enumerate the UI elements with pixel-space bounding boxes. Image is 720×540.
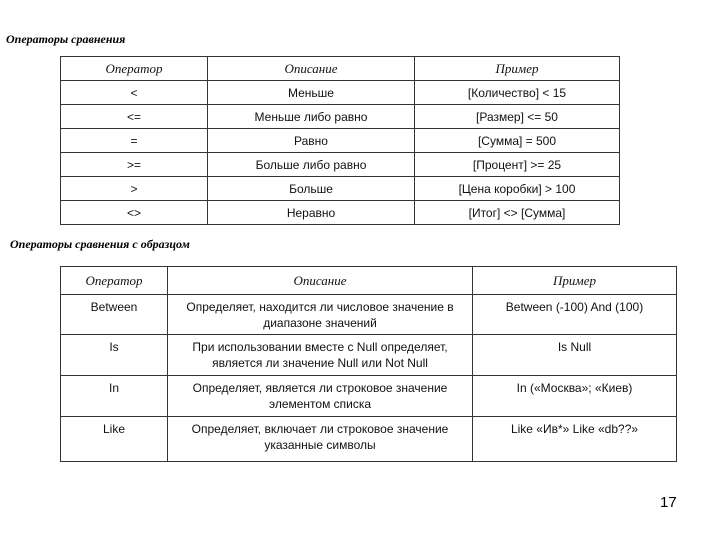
description-cell: Меньше bbox=[208, 81, 415, 105]
description-cell: При использовании вместе с Null определяет, является ли значение Null или Not Null bbox=[168, 335, 473, 376]
table-row bbox=[61, 201, 620, 225]
example-cell: Like «Ив*» Like «db??» bbox=[473, 417, 677, 462]
page-number: 17 bbox=[660, 494, 677, 511]
table-row bbox=[61, 129, 620, 153]
description-cell: Определяет, включает ли строковое значение указанные символы bbox=[168, 417, 473, 462]
table-row bbox=[61, 335, 677, 376]
operator-cell: >= bbox=[61, 153, 208, 177]
table-row bbox=[61, 376, 677, 417]
column-header-operator: Оператор bbox=[61, 57, 208, 81]
example-cell: [Итог] <> [Сумма] bbox=[415, 201, 620, 225]
operator-cell: Is bbox=[61, 335, 168, 376]
example-cell: Is Null bbox=[473, 335, 677, 376]
operator-cell: Like bbox=[61, 417, 168, 462]
example-cell: [Цена коробки] > 100 bbox=[415, 177, 620, 201]
example-cell: Between (-100) And (100) bbox=[473, 295, 677, 335]
description-cell: Неравно bbox=[208, 201, 415, 225]
operator-cell: = bbox=[61, 129, 208, 153]
operator-cell: Between bbox=[61, 295, 168, 335]
table-row bbox=[61, 177, 620, 201]
example-cell: [Процент] >= 25 bbox=[415, 153, 620, 177]
column-header-example: Пример bbox=[415, 57, 620, 81]
description-cell: Определяет, является ли строковое значение элементом списка bbox=[168, 376, 473, 417]
example-cell: [Размер] <= 50 bbox=[415, 105, 620, 129]
description-cell: Меньше либо равно bbox=[208, 105, 415, 129]
operator-cell: > bbox=[61, 177, 208, 201]
example-cell: [Сумма] = 500 bbox=[415, 129, 620, 153]
example-cell: [Количество] < 15 bbox=[415, 81, 620, 105]
description-cell: Больше либо равно bbox=[208, 153, 415, 177]
table-row bbox=[61, 153, 620, 177]
column-header-description: Описание bbox=[168, 267, 473, 295]
table-header-row bbox=[61, 267, 677, 295]
operator-cell: <= bbox=[61, 105, 208, 129]
column-header-example: Пример bbox=[473, 267, 677, 295]
column-header-operator: Оператор bbox=[61, 267, 168, 295]
section-title-pattern-operators: Операторы сравнения с образцом bbox=[10, 237, 190, 251]
table-row bbox=[61, 105, 620, 129]
operator-cell: In bbox=[61, 376, 168, 417]
description-cell: Определяет, находится ли числовое значение в диапазоне значений bbox=[168, 295, 473, 335]
description-cell: Равно bbox=[208, 129, 415, 153]
pattern-operators-table bbox=[60, 266, 677, 462]
column-header-description: Описание bbox=[208, 57, 415, 81]
table-row bbox=[61, 81, 620, 105]
table-header-row bbox=[61, 57, 620, 81]
example-cell: In («Москва»; «Киев) bbox=[473, 376, 677, 417]
operator-cell: <> bbox=[61, 201, 208, 225]
section-title-comparison-operators: Операторы сравнения bbox=[6, 32, 126, 46]
comparison-operators-table bbox=[60, 56, 620, 225]
description-cell: Больше bbox=[208, 177, 415, 201]
table-row bbox=[61, 417, 677, 462]
table-row bbox=[61, 295, 677, 335]
operator-cell: < bbox=[61, 81, 208, 105]
